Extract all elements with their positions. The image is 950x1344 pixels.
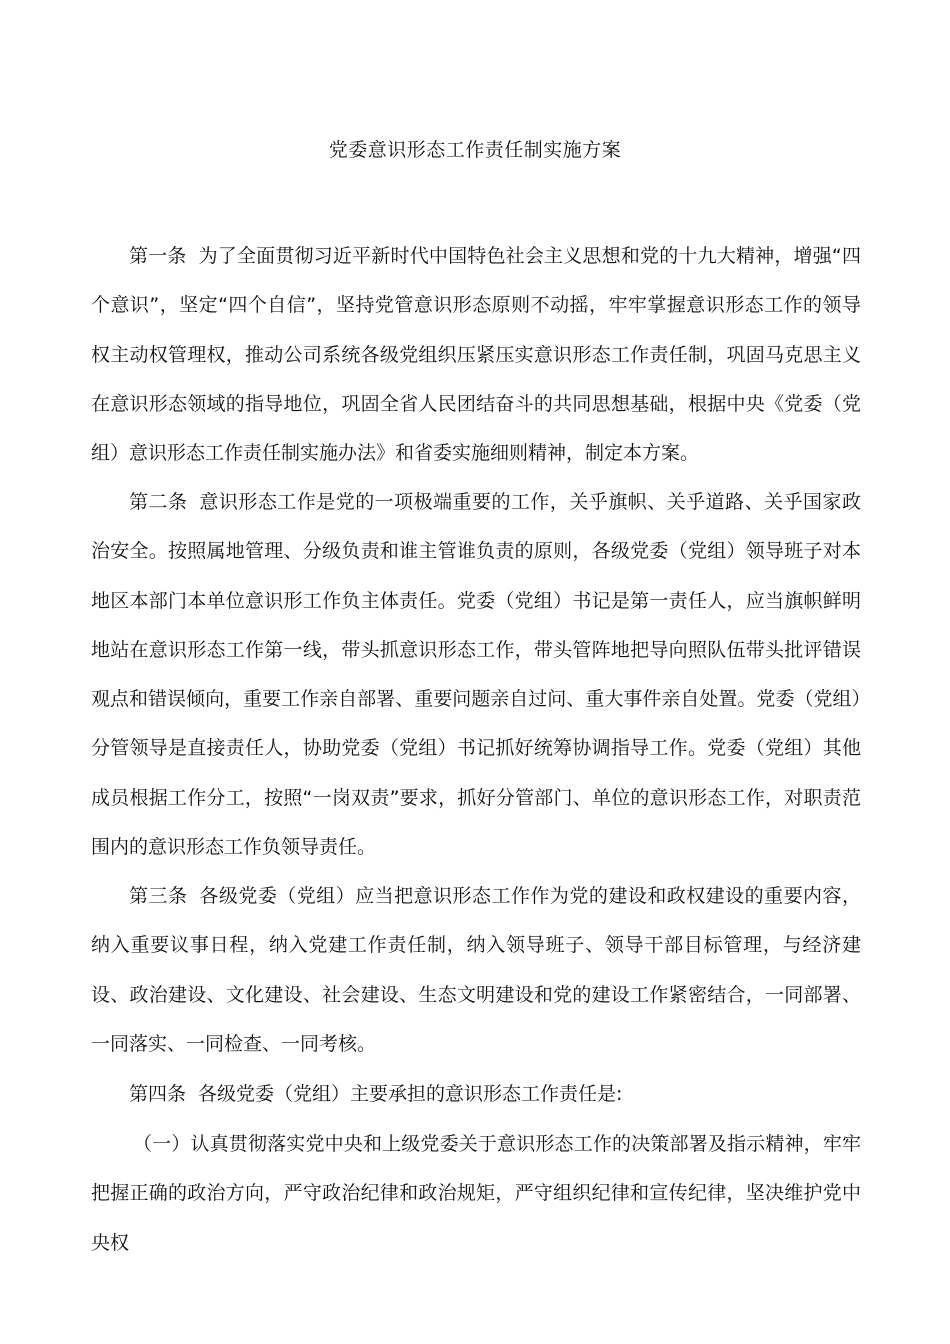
article-2-paragraph [91,478,861,872]
article-1-label: 第一条 [129,245,187,267]
article-4-item-1-text: （一）认真贯彻落实党中央和上级党委关于意识形态工作的决策部署及指示精神，牢牢把握正确的政治方向，严守政治纪律和政治规矩，严守组织纪律和宣传纪律，坚决维护党中央权 [91,1133,861,1254]
article-1-text: 为了全面贯彻习近平新时代中国特色社会主义思想和党的十九大精神，增强“四个意识”，坚定“四个自信”，坚持党管意识形态原则不动摇，牢牢掌握意识形态工作的领导权主动权管理权，推动公司系统各级党组织压紧压实意识形态工作责任制，巩固马克思主义在意识形态领域的指导地位，巩固全省人民团结奋斗的共同思想基础，根据中央《党委（党组）意识形态工作责任制实施办法》和省委实施细则精神，制定本方案。 [91,245,861,465]
document-title: 党委意识形态工作责任制实施方案 [328,139,622,161]
article-4-item-1-paragraph [91,1120,861,1268]
article-3-paragraph [91,872,861,1069]
article-1-paragraph [91,232,861,478]
article-4-label: 第四条 [129,1083,187,1105]
article-3-text: 各级党委（党组）应当把意识形态工作作为党的建设和政权建设的重要内容，纳入重要议事日程，纳入党建工作责任制，纳入领导班子、领导干部目标管理，与经济建设、政治建设、文化建设、社会建设、生态文明建设和党的建设工作紧密结合，一同部署、一同落实、一同检查、一同考核。 [91,885,861,1055]
article-4-text: 各级党委（党组）主要承担的意识形态工作责任是: [198,1083,623,1105]
article-2-text: 意识形态工作是党的一项极端重要的工作，关乎旗帜、关乎道路、关乎国家政治安全。按照属地管理、分级负责和谁主管谁负责的原则，各级党委（党组）领导班子对本地区本部门本单位意识形工作负主体责任。党委（党组）书记是第一责任人，应当旗帜鲜明地站在意识形态工作第一线，带头抓意识形态工作，带头管阵地把导向照队伍带头批评错误观点和错误倾向，重要工作亲自部署、重要问题亲自过问、重大事件亲自处置。党委（党组）分管领导是直接责任人，协助党委（党组）书记抓好统筹协调指导工作。党委（党组）其他成员根据工作分工，按照“一岗双责”要求，抓好分管部门、单位的意识形态工作，对职责范围内的意识形态工作负领导责任。 [91,491,861,859]
article-2-label: 第二条 [129,491,188,513]
article-3-label: 第三条 [129,885,188,907]
article-4-paragraph [91,1070,861,1119]
